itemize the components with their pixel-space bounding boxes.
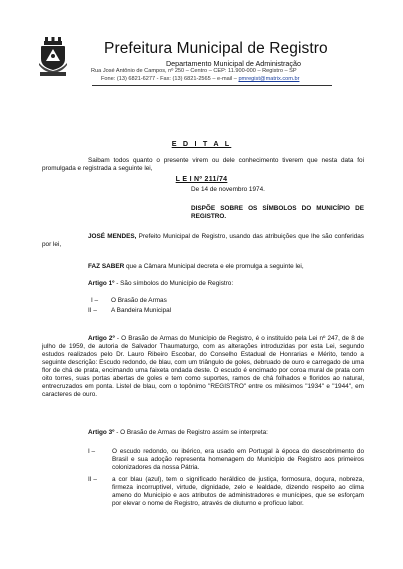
article-3: Artigo 3º - O Brasão de Armas de Registro assim se interpreta: <box>88 429 268 436</box>
coat-of-arms-icon <box>38 37 68 77</box>
article-2-label: Artigo 2º <box>88 335 115 342</box>
header-title: Prefeitura Municipal de Registro <box>104 40 328 57</box>
header-contact <box>101 76 299 82</box>
article-2: Artigo 2º - O Brasão de Armas do Município de Registro, é o instituído pela Lei nº 247, de 8 de julho de 1959, de autoria de Salvador Thaumaturgo, com as alterações introduzidas por esta Lei, segundo estudos realizados pelo Dr. Lauro Ribeiro Escobar, do Conselho Estadual de Honrarias e Mérito, tendo a seguinte descrição: Escudo redondo, de blau, com um triângulo de goles, debruado de ouro e carregado de uma flor de chá de prata, encimando uma faixeta ondada deste. O escudo é encimado por coroa mural de prata com oito torres, suas portas abertas de goles e tem como suportes, ramos de chá folhados e floridos ao natural, entrecruzados em ponta. Listel de blau, com o topônimo "REGISTRO" entre os milésimos "1934" e "1944", em caracteres de ouro. <box>42 335 364 398</box>
article-3-item-number: II – <box>88 476 97 483</box>
faz-saber-label: FAZ SABER <box>88 263 125 270</box>
article-1-item-number: I – <box>91 297 99 304</box>
article-1: Artigo 1º - São símbolos do Município de Registro: <box>88 280 234 287</box>
header-email-link[interactable]: pmregist@matrix.com.br <box>238 76 300 82</box>
law-date: De 14 de novembro 1974. <box>191 186 265 193</box>
article-1-item-text: A Bandeira Municipal <box>111 307 172 314</box>
paragraph-mayor: JOSÉ MENDES, Prefeito Municipal de Registro, usando das atribuições que lhe são conferidas por lei, <box>42 233 364 248</box>
header-department: Departamento Municipal de Administração <box>165 59 302 68</box>
article-3-item-text: O escudo redondo, ou ibérico, era usado em Portugal à época do descobrimento do Brasil e sua adoção representa homenagem do Município de Registro aos primeiros colonizadores da nossa Pátria. <box>112 448 364 471</box>
law-summary: DISPÕE SOBRE OS SÍMBOLOS DO MUNICÍPIO DE REGISTRO. <box>191 205 364 220</box>
edital-heading: E D I T A L <box>171 139 232 148</box>
article-1-item-text: O Brasão de Armas <box>111 297 167 304</box>
header-phone: Fone: (13) 6821-6277 - Fax: (13) 6821-2565 – e-mail – <box>101 76 239 82</box>
article-3-item-text: a cor blau (azul), tem o significado heráldico de justiça, formosura, doçura, nobreza, firmeza incorruptível, virtude, dignidade, zelo e lealdade, dizendo respeito ao clima ameno do Município e aos atributos de administradores e munícipes, que se esforçam por elevar o nome de Registro, através de diuturno e profícuo labor. <box>112 476 364 507</box>
article-3-item-number: I – <box>88 448 96 455</box>
article-1-item-number: II – <box>88 307 97 314</box>
mayor-name: JOSÉ MENDES, <box>88 233 137 240</box>
header-divider <box>92 85 332 86</box>
paragraph-faz-saber: FAZ SABER que a Câmara Municipal decreta e ele promulga a seguinte lei, <box>88 263 304 270</box>
header-address: Rua José Antônio de Campos, nº 250 – Centro – CEP: 11.900-000 – Registro – SP <box>91 68 297 74</box>
paragraph-saibam: Saibam todos quanto o presente virem ou dele conhecimento tiverem que nesta data foi promulgada e registrada a seguinte lei, <box>42 157 364 172</box>
article-3-label: Artigo 3º <box>88 429 115 436</box>
law-number-heading: L E I Nº 211/74 <box>175 176 228 183</box>
article-1-label: Artigo 1º <box>88 280 115 287</box>
